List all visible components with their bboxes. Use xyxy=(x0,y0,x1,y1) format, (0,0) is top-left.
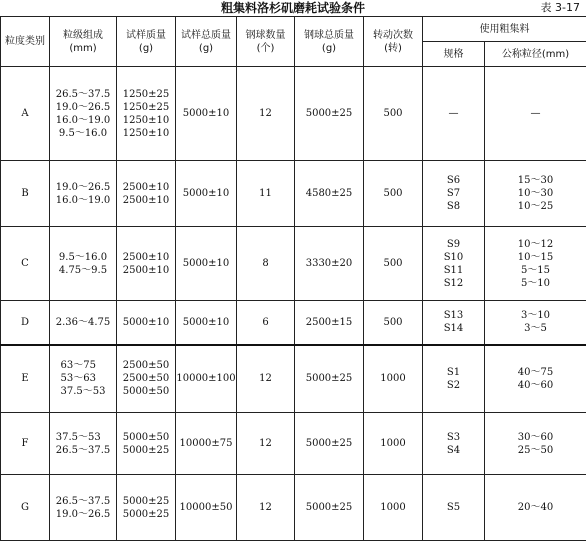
cell-ball-count: 12 xyxy=(237,345,295,413)
cell-revolutions: 1000 xyxy=(364,475,423,541)
cell-nominal-size: 40～75 40～60 xyxy=(485,345,586,413)
cell-sample-mass: 2500±10 2500±10 xyxy=(117,161,176,227)
cell-total-sample-mass: 10000±100 xyxy=(176,345,237,413)
cell-total-sample-mass: 5000±10 xyxy=(176,67,237,161)
cell-total-sample-mass: 10000±50 xyxy=(176,475,237,541)
header-grading: 粒级组成 (mm) xyxy=(50,17,117,67)
header-aggregate: 使用粗集料 xyxy=(423,17,586,42)
cell-total-sample-mass: 5000±10 xyxy=(176,161,237,227)
header-ball-count: 钢球数量 (个) xyxy=(237,17,295,67)
cell-spec: — xyxy=(423,67,485,161)
cell-spec: S13 S14 xyxy=(423,301,485,345)
table-row xyxy=(1,413,586,475)
cell-nominal-size: 20～40 xyxy=(485,475,586,541)
cell-ball-count: 12 xyxy=(237,67,295,161)
cell-revolutions: 500 xyxy=(364,161,423,227)
cell-class: D xyxy=(1,301,50,345)
cell-spec: S3 S4 xyxy=(423,413,485,475)
cell-nominal-size: 30～60 25～50 xyxy=(485,413,586,475)
cell-grading: 19.0～26.5 16.0～19.0 xyxy=(50,161,117,227)
header-ball-total-mass: 钢球总质量 (g) xyxy=(295,17,364,67)
cell-total-sample-mass: 5000±10 xyxy=(176,301,237,345)
cell-ball-count: 6 xyxy=(237,301,295,345)
test-conditions-table xyxy=(0,16,586,541)
table-row xyxy=(1,67,586,161)
cell-revolutions: 1000 xyxy=(364,345,423,413)
cell-ball-total-mass: 2500±15 xyxy=(295,301,364,345)
cell-nominal-size: 15～30 10～30 10～25 xyxy=(485,161,586,227)
cell-grading: 37.5～53 26.5～37.5 xyxy=(50,413,117,475)
cell-class: E xyxy=(1,345,50,413)
cell-ball-count: 11 xyxy=(237,161,295,227)
cell-ball-total-mass: 3330±20 xyxy=(295,227,364,301)
header-class: 粒度类别 xyxy=(1,17,50,67)
cell-sample-mass: 5000±10 xyxy=(117,301,176,345)
header-total-sample-mass: 试样总质量 (g) xyxy=(176,17,237,67)
cell-revolutions: 500 xyxy=(364,227,423,301)
cell-sample-mass: 5000±25 5000±25 xyxy=(117,475,176,541)
cell-class: G xyxy=(1,475,50,541)
cell-ball-total-mass: 5000±25 xyxy=(295,67,364,161)
cell-grading: 9.5～16.0 4.75～9.5 xyxy=(50,227,117,301)
table-row xyxy=(1,345,586,413)
page-title: 粗集料洛杉矶磨耗试验条件 xyxy=(0,0,586,16)
table-row xyxy=(1,301,586,345)
cell-sample-mass: 1250±25 1250±25 1250±10 1250±10 xyxy=(117,67,176,161)
table-row xyxy=(1,161,586,227)
cell-class: C xyxy=(1,227,50,301)
cell-ball-total-mass: 5000±25 xyxy=(295,475,364,541)
cell-nominal-size: — xyxy=(485,67,586,161)
cell-spec: S5 xyxy=(423,475,485,541)
cell-sample-mass: 2500±10 2500±10 xyxy=(117,227,176,301)
cell-nominal-size: 10～12 10～15 5～15 5～10 xyxy=(485,227,586,301)
cell-grading: 26.5～37.5 19.0～26.5 16.0～19.0 9.5～16.0 xyxy=(50,67,117,161)
cell-class: F xyxy=(1,413,50,475)
cell-total-sample-mass: 5000±10 xyxy=(176,227,237,301)
cell-ball-total-mass: 5000±25 xyxy=(295,345,364,413)
cell-nominal-size: 3～10 3～5 xyxy=(485,301,586,345)
table-body xyxy=(1,67,586,541)
cell-class: A xyxy=(1,67,50,161)
cell-grading: 2.36～4.75 xyxy=(50,301,117,345)
cell-spec: S9 S10 S11 S12 xyxy=(423,227,485,301)
cell-ball-total-mass: 5000±25 xyxy=(295,413,364,475)
cell-ball-count: 12 xyxy=(237,475,295,541)
cell-sample-mass: 5000±50 5000±25 xyxy=(117,413,176,475)
cell-ball-total-mass: 4580±25 xyxy=(295,161,364,227)
cell-spec: S1 S2 xyxy=(423,345,485,413)
cell-ball-count: 12 xyxy=(237,413,295,475)
cell-grading: 63～75 53～63 37.5～53 xyxy=(50,345,117,413)
table-number: 表 3-17 xyxy=(541,0,580,16)
cell-revolutions: 500 xyxy=(364,301,423,345)
table-row xyxy=(1,227,586,301)
header-revolutions: 转动次数 (转) xyxy=(364,17,423,67)
header-spec: 规格 xyxy=(423,42,485,67)
cell-grading: 26.5～37.5 19.0～26.5 xyxy=(50,475,117,541)
cell-sample-mass: 2500±50 2500±50 5000±50 xyxy=(117,345,176,413)
cell-spec: S6 S7 S8 xyxy=(423,161,485,227)
header-nominal-size: 公称粒径(mm) xyxy=(485,42,586,67)
cell-class: B xyxy=(1,161,50,227)
cell-revolutions: 500 xyxy=(364,67,423,161)
cell-ball-count: 8 xyxy=(237,227,295,301)
cell-revolutions: 1000 xyxy=(364,413,423,475)
header-sample-mass: 试样质量 (g) xyxy=(117,17,176,67)
cell-total-sample-mass: 10000±75 xyxy=(176,413,237,475)
